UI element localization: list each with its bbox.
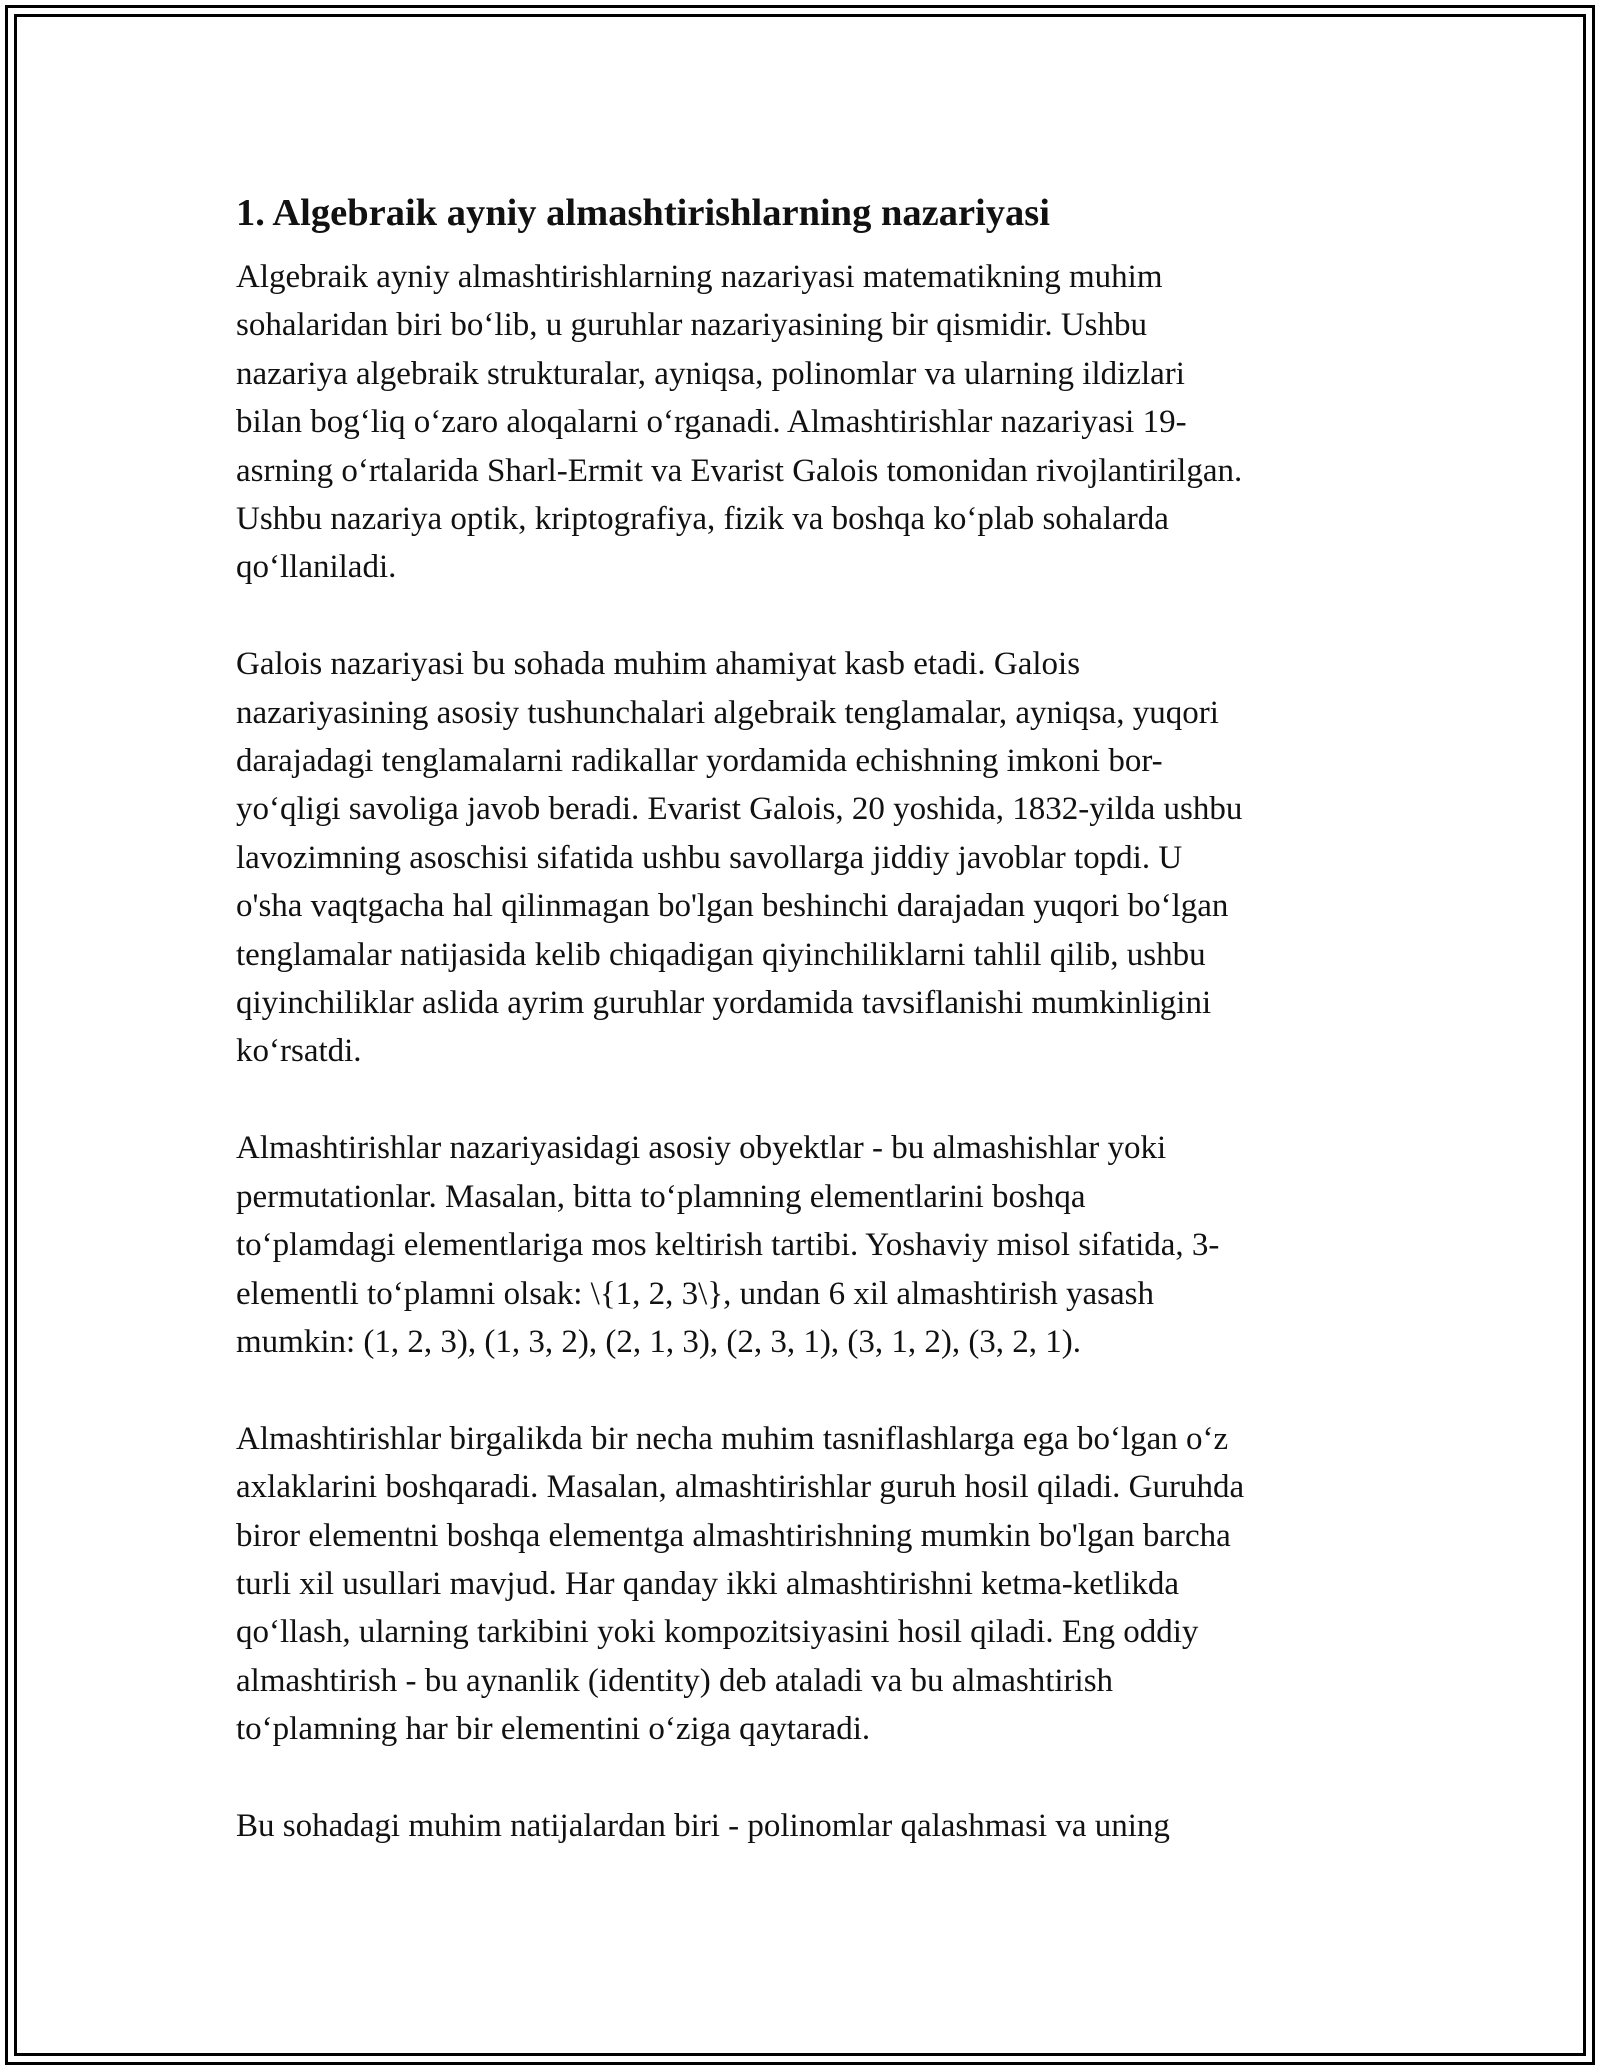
- text-line: qiyinchiliklar aslida ayrim guruhlar yordamida tavsiflanishi mumkinligini: [236, 985, 1212, 1022]
- text-line: almashtirish - bu aynanlik (identity) deb ataladi va bu almashtirish: [236, 1662, 1114, 1699]
- text-line: biror elementni boshqa elementga almashtirishning mumkin bo'lgan barcha: [236, 1517, 1231, 1554]
- paragraph-3: [236, 1124, 1376, 1366]
- text-line: to‘plamdagi elementlariga mos keltirish tartibi. Yoshaviy misol sifatida, 3-: [236, 1227, 1220, 1264]
- paragraph-4: [236, 1415, 1376, 1754]
- text-line: elementli to‘plamni olsak: \{1, 2, 3\}, undan 6 xil almashtirish yasash: [236, 1275, 1154, 1312]
- document-body: [236, 185, 1376, 1899]
- text-line: Almashtirishlar nazariyasidagi asosiy obyektlar - bu almashishlar yoki: [236, 1130, 1167, 1167]
- text-line: yo‘qligi savoliga javob beradi. Evarist Galois, 20 yoshida, 1832-yilda ushbu: [236, 791, 1243, 828]
- text-line: Algebraik ayniy almashtirishlarning nazariyasi matematikning muhim: [236, 259, 1163, 295]
- text-line: ko‘rsatdi.: [236, 1033, 362, 1070]
- text-line: darajadagi tenglamalarni radikallar yordamida echishning imkoni bor-: [236, 743, 1163, 780]
- text-line: Bu sohadagi muhim natijalardan biri - polinomlar qalashmasi va uning: [236, 1807, 1170, 1844]
- text-line: bilan bog‘liq o‘zaro aloqalarni o‘rganadi. Almashtirishlar nazariyasi 19-: [236, 404, 1187, 441]
- text-line: tenglamalar natijasida kelib chiqadigan qiyinchiliklarni tahlil qilib, ushbu: [236, 936, 1206, 973]
- section-heading: 1. Algebraik ayniy almashtirishlarning nazariyasi: [236, 192, 1050, 234]
- paragraph-2: [236, 640, 1376, 1076]
- text-line: Galois nazariyasi bu sohada muhim ahamiyat kasb etadi. Galois: [236, 646, 1081, 683]
- text-line: qo‘llash, ularning tarkibini yoki kompozitsiyasini hosil qiladi. Eng oddiy: [236, 1614, 1199, 1651]
- text-line: lavozimning asoschisi sifatida ushbu savollarga jiddiy javoblar topdi. U: [236, 839, 1183, 876]
- text-line: sohalaridan biri bo‘lib, u guruhlar nazariyasining bir qismidir. Ushbu: [236, 307, 1147, 344]
- text-line: qo‘llaniladi.: [236, 549, 397, 586]
- text-line: permutationlar. Masalan, bitta to‘plamning elementlarini boshqa: [236, 1178, 1086, 1215]
- text-line: o'sha vaqtgacha hal qilinmagan bo'lgan beshinchi darajadan yuqori bo‘lgan: [236, 888, 1229, 925]
- text-line: turli xil usullari mavjud. Har qanday ikki almashtirishni ketma-ketlikda: [236, 1565, 1180, 1602]
- text-line: Ushbu nazariya optik, kriptografiya, fizik va boshqa ko‘plab sohalarda: [236, 501, 1169, 538]
- text-line: nazariya algebraik strukturalar, ayniqsa, polinomlar va ularning ildizlari: [236, 355, 1185, 392]
- paragraph-5: [236, 1802, 1376, 1850]
- text-line: to‘plamning har bir elementini o‘ziga qaytaradi.: [236, 1711, 871, 1748]
- text-line: Almashtirishlar birgalikda bir necha muhim tasniflashlarga ega bo‘lgan o‘z: [236, 1420, 1229, 1457]
- text-line: asrning o‘rtalarida Sharl-Ermit va Evarist Galois tomonidan rivojlantirilgan.: [236, 452, 1243, 489]
- text-line: nazariyasining asosiy tushunchalari algebraik tenglamalar, ayniqsa, yuqori: [236, 694, 1219, 731]
- text-line: mumkin: (1, 2, 3), (1, 3, 2), (2, 1, 3), (2, 3, 1), (3, 1, 2), (3, 2, 1).: [236, 1323, 1082, 1360]
- paragraph-1: [236, 253, 1376, 592]
- text-line: axlaklarini boshqaradi. Masalan, almashtirishlar guruh hosil qiladi. Guruhda: [236, 1469, 1245, 1506]
